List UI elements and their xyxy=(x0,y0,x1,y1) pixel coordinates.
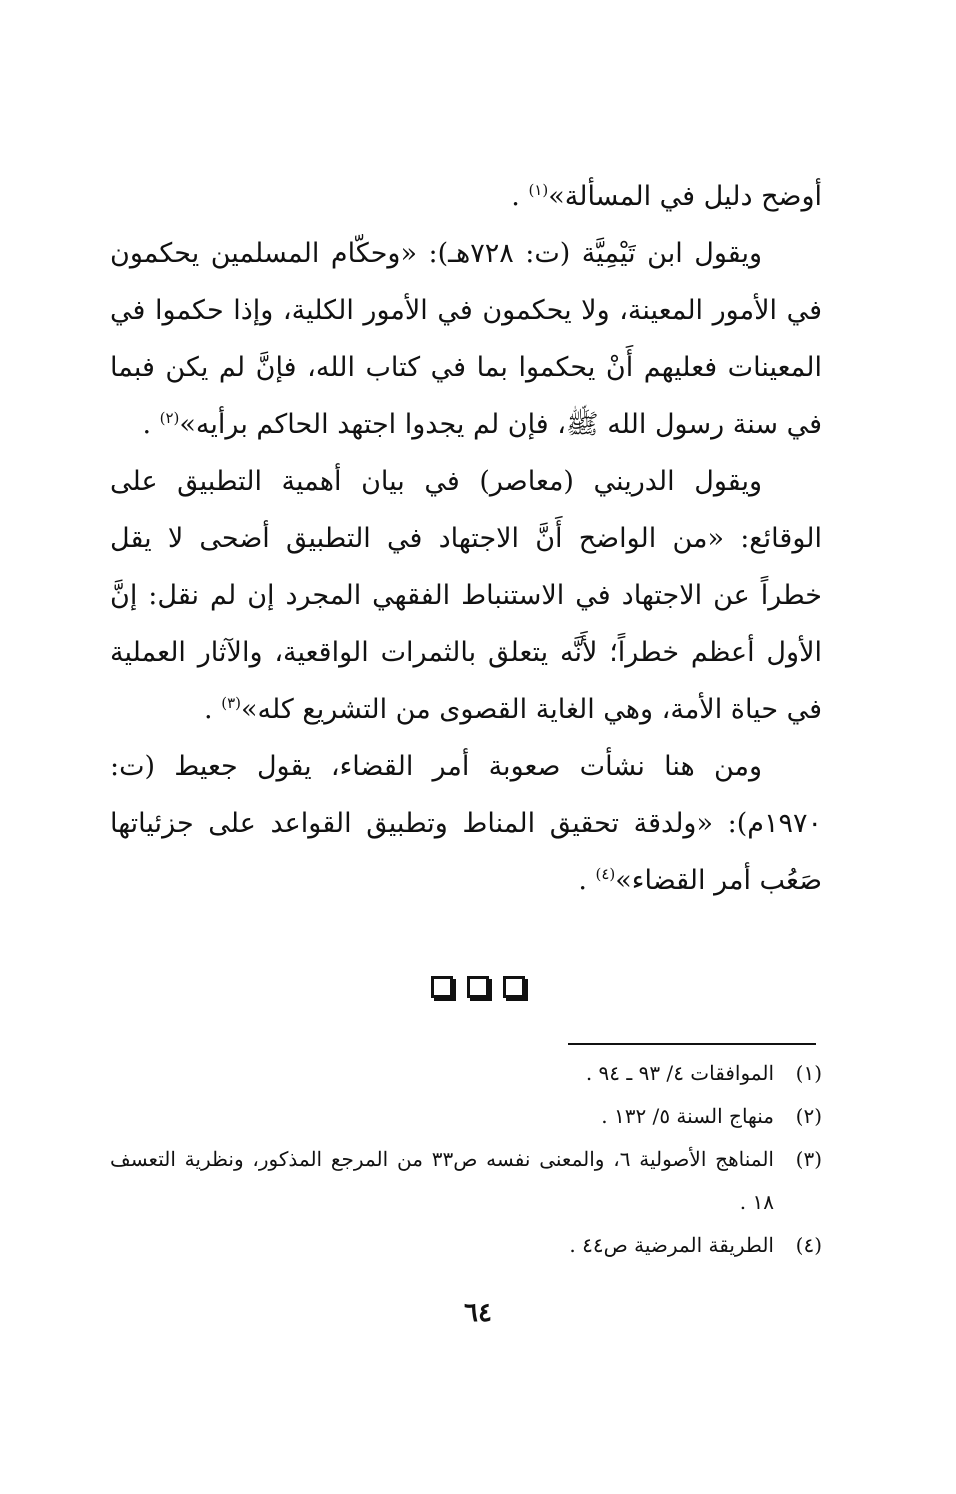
page-number: ٦٤ xyxy=(464,1298,492,1328)
footnote-text: المناهج الأصولية ٦، والمعنى نفسه ص٣٣ من المرجع المذكور، ونظرية التعسف ١٨ . xyxy=(110,1147,774,1214)
footnote-number: (٣) xyxy=(795,1147,822,1171)
footnote-ref-4: (٤) xyxy=(595,865,616,883)
footnote-number: (٤) xyxy=(795,1233,822,1257)
paragraph-2: ويقول ابن تَيْمِيَّة (ت: ٧٢٨هـ): «وحكّام المسلمين يحكمون في الأمور المعينة، ولا يحكمون في الأمور الكلية، وإذا حكموا في المعينات فعليهم أَنْ يحكموا بما في كتاب الله، فإنَّ لم يكن فبما في سنة رسول الله ﷺ، فإن لم يجدوا اجتهد الحاكم برأيه»$^{(٢)}$ . xyxy=(110,238,822,440)
square-icon xyxy=(431,976,453,998)
paragraph-4: ومن هنا نشأت صعوبة أمر القضاء، يقول جعيط (ت: ١٩٧٠م): «ولدقة تحقيق المناط وتطبيق القواعد على جزئياتها صَعُب أمر القضاء»$^{(٤)}$ . xyxy=(110,751,822,896)
section-separator xyxy=(0,976,956,1002)
footnote-number: (١) xyxy=(795,1061,822,1085)
footnote-4 xyxy=(110,1224,822,1267)
footnote-text: الطريقة المرضية ص٤٤ . xyxy=(569,1233,774,1257)
footnote-text: الموافقات ٤/ ٩٣ ـ ٩٤ . xyxy=(585,1061,774,1085)
footnote-ref-2: (٢) xyxy=(159,409,180,427)
paragraph-1: أوضح دليل في المسألة»$^{(١)}$ . xyxy=(511,181,822,212)
footnote-1 xyxy=(110,1052,822,1095)
footnote-2 xyxy=(110,1095,822,1138)
footnote-3 xyxy=(110,1138,822,1224)
square-icon xyxy=(503,976,525,998)
footnote-ref-3: (٣) xyxy=(221,694,241,712)
main-text xyxy=(110,168,822,909)
footnote-rule xyxy=(568,1043,816,1045)
footnote-text: منهاج السنة ٥/ ١٣٢ . xyxy=(601,1104,774,1128)
paragraph-3: ويقول الدريني (معاصر) في بيان أهمية التطبيق على الوقائع: «من الواضح أَنَّ الاجتهاد في التطبيق أضحى لا يقل خطراً عن الاجتهاد في الاستنباط الفقهي المجرد إن لم نقل: إنَّ الأول أعظم خطراً؛ لأَنَّه يتعلق بالثمرات الواقعية، والآثار العملية في حياة الأمة، وهي الغاية القصوى من التشريع كله»$^{(٣)}$ . xyxy=(110,466,822,725)
footnotes xyxy=(110,1052,822,1267)
footnote-number: (٢) xyxy=(795,1104,822,1128)
footnote-ref-1: (١) xyxy=(528,181,549,199)
square-icon xyxy=(467,976,489,998)
